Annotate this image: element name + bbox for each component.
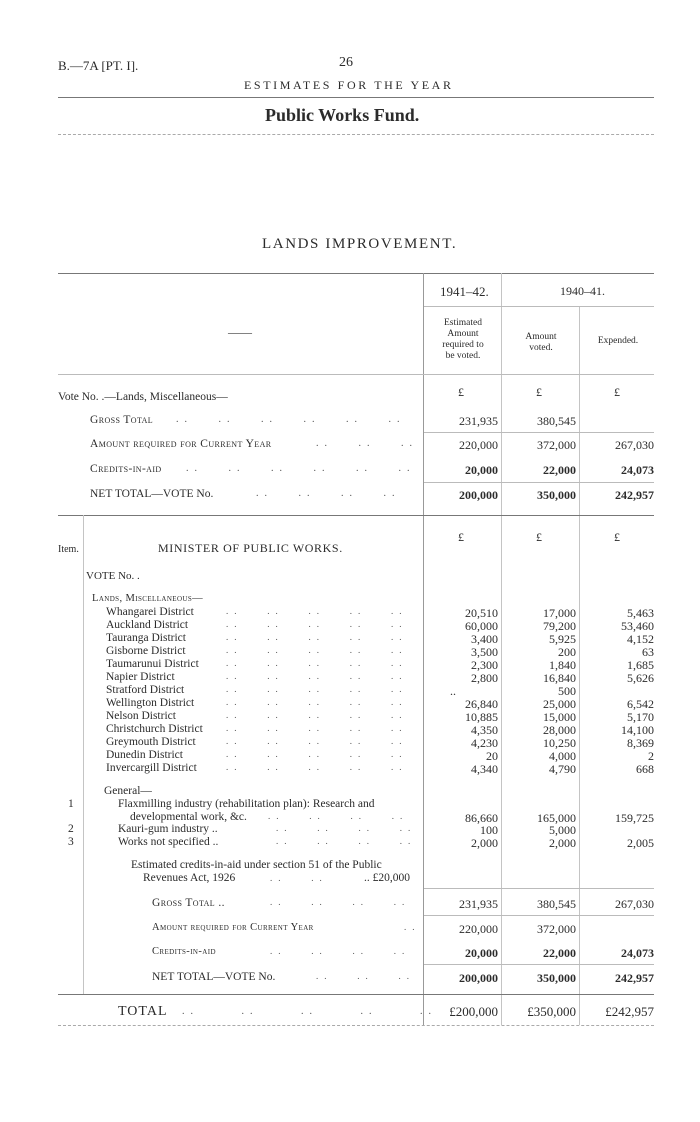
list-item: Nelson District .. .. .. .. .. 10,885 15,000 5,170 [106,710,654,724]
list-item: Greymouth District .. .. .. .. .. 4,230 10,250 8,369 [106,736,654,750]
leader-dots: .. .. .. .. .. [182,1006,437,1017]
summary-rule-1 [424,432,654,433]
general-item-1-cont: developmental work, &c. .. .. .. .. 86,660 165,000 159,725 [130,811,654,825]
summary-row-credits: Credits-in-aid .. .. .. .. .. .. 20,000 22,000 24,073 [90,463,654,477]
document-reference: B.—7A [PT. I]. [58,58,139,73]
summary-row-net-total: NET TOTAL—VOTE No. .. .. .. .. 200,000 350,000 242,957 [90,488,654,502]
header-bottom-rule [58,374,654,375]
summary-currency-3: £ [614,385,620,399]
page-number: 26 [339,55,353,70]
leader-dots: .. .. .. .. .. .. [176,414,406,425]
detail-currency-1: £ [458,530,464,544]
detail-rule-3 [424,964,654,965]
summary-currency-1: £ [458,385,464,399]
list-item: Wellington District .. .. .. .. .. 26,840 25,000 6,542 [106,697,654,711]
detail-row-credits: Credits-in-aid .. .. .. .. 20,000 22,000 24,073 [152,946,654,960]
year-header-rule [424,306,654,307]
summary-row-gross: Gross Total .. .. .. .. .. .. 231,935 380,545 [90,414,576,428]
general-item-2: 2 Kauri-gum industry .. .. .. .. .. 100 5,000 [68,823,576,837]
summary-row-amount-required: Amount required for Current Year .. .. .. 220,000 372,000 267,030 [90,438,654,452]
year-current-header: 1941–42. [440,284,489,299]
detail-currency-3: £ [614,530,620,544]
leader-dots: .. .. [270,873,328,883]
credits-note-amount: .. £20,000 [364,872,410,884]
section-title: LANDS IMPROVEMENT. [262,236,458,252]
general-item-3: 3 Works not specified .. .. .. .. .. 2,000 2,000 2,005 [68,836,654,850]
col-estimated-header: Estimated Amount required to be voted. [442,318,484,361]
detail-currency-2: £ [536,530,542,544]
item-column-header: Item. [58,544,79,555]
minister-heading: MINISTER OF PUBLIC WORKS. [158,541,343,555]
header-rule [58,97,654,98]
list-item: Stratford District .. .. .. .. .. .. 500 [106,684,576,698]
running-title: ESTIMATES FOR THE YEAR [244,78,454,92]
vote-number-label: VOTE No. . [86,570,140,582]
leader-dots: .. .. .. [316,438,418,449]
list-item: Taumarunui District .. .. .. .. .. 2,300 1,840 1,685 [106,658,654,672]
general-item-1: 1 Flaxmilling industry (rehabilitation plan): Research and [68,798,375,810]
list-item: Invercargill District .. .. .. .. .. 4,340 4,790 668 [106,762,654,776]
leader-dots: .. .. .. .. [256,488,401,499]
lands-misc-heading: Lands, Miscellaneous— [92,593,204,604]
list-item: Dunedin District .. .. .. .. .. 20 4,000 2 [106,749,654,763]
col-expended-header: Expended. [597,336,639,346]
list-item: Whangarei District .. .. .. .. .. 20,510 17,000 5,463 [106,606,654,620]
year-previous-header: 1940–41. [560,284,605,298]
list-item: Napier District .. .. .. .. .. 2,800 16,840 5,626 [106,671,654,685]
grand-total-label: TOTAL [118,1004,168,1019]
summary-vote-label: Vote No. .—Lands, Miscellaneous— [58,391,228,403]
table-top-rule [58,273,654,274]
fund-title: Public Works Fund. [265,105,420,125]
col-voted-header: Amount voted. [525,332,557,353]
leader-dots: .. .. .. .. .. .. [186,463,416,474]
list-item: Gisborne District .. .. .. .. .. 3,500 200 63 [106,645,654,659]
credits-note-line1: Estimated credits-in-aid under section 51 of the Public [131,859,382,871]
detail-bottom-rule [58,994,654,995]
grand-total-row: TOTAL .. .. .. .. .. £200,000 £350,000 £242,957 [118,1004,654,1019]
general-heading: General— [104,785,152,797]
list-item: Tauranga District .. .. .. .. .. 3,400 5,925 4,152 [106,632,654,646]
grand-total-rule [58,1025,654,1026]
summary-rule-2 [424,482,654,483]
detail-row-amount-required: Amount required for Current Year .. 220,000 372,000 [152,922,576,936]
detail-row-gross: Gross Total .. .. .. .. .. 231,935 380,545 267,030 [152,897,654,911]
list-item: Christchurch District .. .. .. .. .. 4,350 28,000 14,100 [106,723,654,737]
description-dash: —— [228,325,252,339]
list-item: Auckland District .. .. .. .. .. 60,000 79,200 53,460 [106,619,654,633]
detail-row-net-total: NET TOTAL—VOTE No. .. .. .. 200,000 350,000 242,957 [152,971,654,985]
summary-currency-2: £ [536,385,542,399]
detail-rule-2 [424,915,654,916]
detail-rule-1 [424,888,654,889]
summary-bottom-rule [58,515,654,516]
credits-note-line2: Revenues Act, 1926 [143,872,236,884]
fund-rule [58,134,654,135]
